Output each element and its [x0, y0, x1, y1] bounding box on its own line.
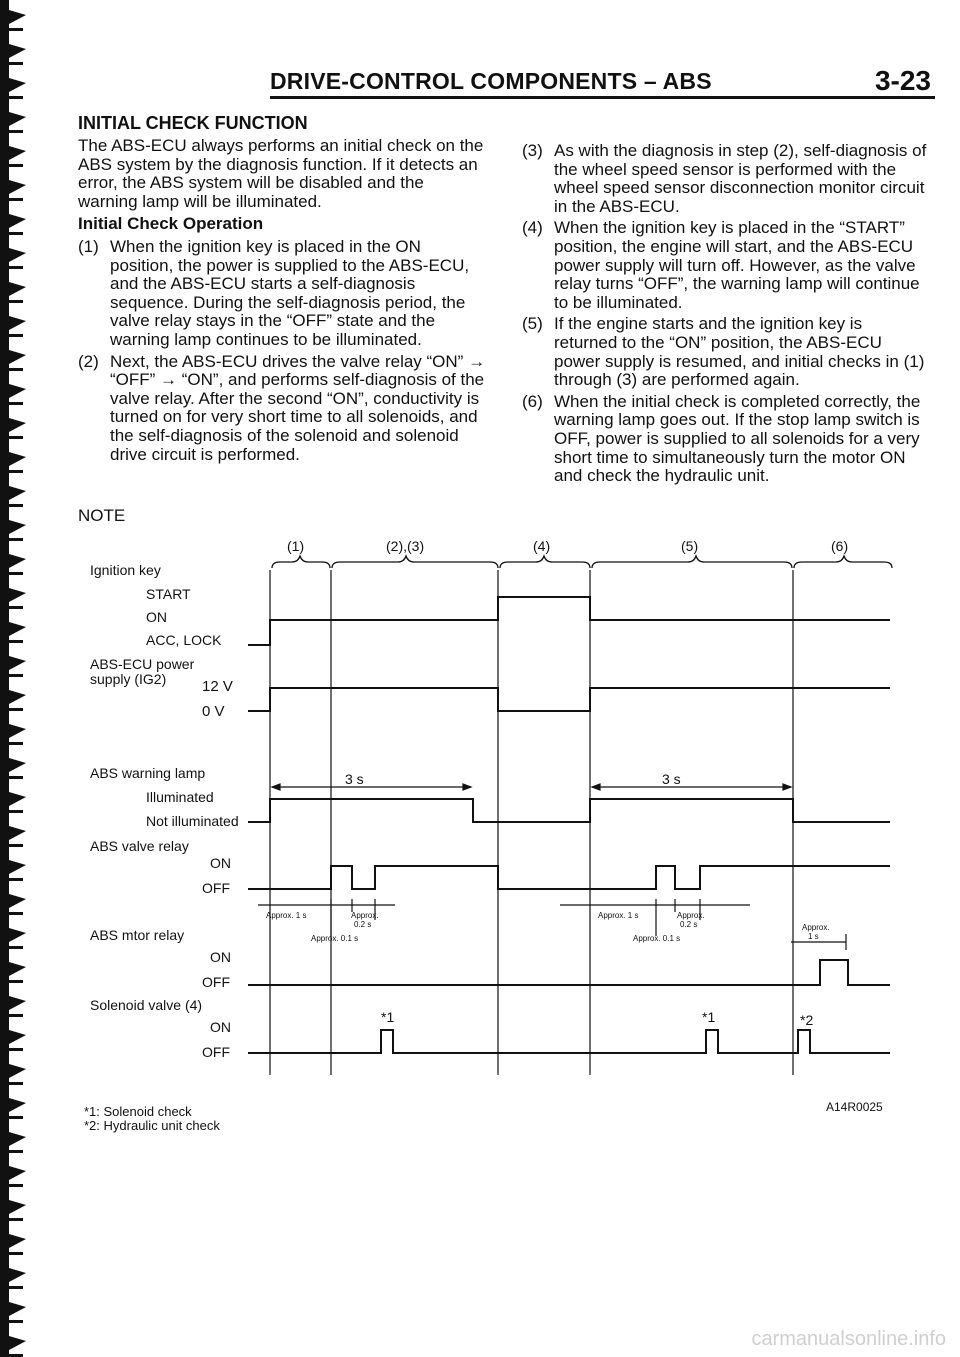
- item-text: Next, the ABS-ECU drives the valve relay “ON” → “OFF” → “ON”, and performs self-diagnosis of the valve relay. After the second “ON”, conductivity is turned on for very short time to all solenoids, and the self-diagnosis of the solenoid and solenoid drive circuit is performed.: [110, 351, 486, 464]
- timing-diagram: [0, 530, 960, 1100]
- item-text: When the initial check is completed correctly, the warning lamp goes out. If the stop lamp switch is OFF, power is supplied to all solenoids for a very short time to simultaneously turn the motor ON and check the hydraulic unit.: [554, 391, 921, 486]
- signal-label: START: [146, 586, 191, 602]
- duration-label: Approx. 1 s: [266, 911, 307, 920]
- left-column: [78, 137, 488, 467]
- item-text: When the ignition key is placed in the “START” position, the engine will start, and the ABS-ECU power supply will turn off. However, as the valve relay turns “OFF”, the warning lamp will continue to be illuminated.: [554, 218, 920, 312]
- signal-label: ON: [210, 949, 231, 965]
- item-text: As with the diagnosis in step (2), self-diagnosis of the wheel speed sensor is performed with the wheel speed sensor disconnection monitor circuit in the ABS-ECU.: [554, 141, 927, 216]
- right-column: [522, 142, 930, 489]
- footnotes: [84, 1105, 220, 1133]
- duration-label: 3 s: [662, 771, 681, 787]
- list-item: [78, 353, 488, 465]
- warning-lamp-waveform: [248, 799, 890, 822]
- duration-label: Approx.: [802, 923, 830, 932]
- signal-label: ON: [210, 1019, 231, 1035]
- item-number: (5): [522, 314, 543, 334]
- header-rule: [270, 96, 935, 99]
- motor-relay-waveform: [248, 960, 890, 985]
- item-number: (1): [78, 236, 99, 256]
- list-item: [78, 238, 488, 350]
- duration-label: Approx. 0.1 s: [633, 934, 681, 943]
- header-title: DRIVE-CONTROL COMPONENTS – ABS: [270, 68, 712, 94]
- step-label: (5): [681, 538, 699, 554]
- marker: *2: [800, 1012, 814, 1028]
- marker: *1: [381, 1009, 395, 1025]
- note-label: NOTE: [78, 506, 126, 525]
- intro-paragraph: The ABS-ECU always performs an initial check on the ABS system by the diagnosis function. If it detects an error, the ABS system will be disabled and the warning lamp will be illuminated.: [78, 136, 484, 211]
- signal-label: ABS valve relay: [90, 838, 189, 854]
- figure-id: A14R0025: [826, 1100, 883, 1114]
- signal-label: Solenoid valve (4): [90, 997, 203, 1013]
- list-item: [522, 393, 930, 486]
- signal-label: supply (IG2): [90, 671, 167, 687]
- watermark: carmanualsonline.info: [751, 1328, 946, 1350]
- signal-label: ON: [146, 609, 167, 625]
- duration-label: Approx.: [677, 911, 705, 920]
- duration-label: 0.2 s: [354, 920, 372, 929]
- signal-label: Illuminated: [146, 789, 214, 805]
- item-text: If the engine starts and the ignition key is returned to the “ON” position, the ABS-ECU power supply is resumed, and initial checks in (1) through (3) are performed again.: [554, 314, 925, 390]
- page-header: [270, 62, 935, 102]
- ecu-power-waveform: [248, 688, 890, 711]
- signal-label: ABS mtor relay: [90, 927, 185, 943]
- signal-label: Ignition key: [90, 562, 161, 578]
- step-label: (1): [287, 538, 305, 554]
- subheading: Initial Check Operation: [78, 214, 264, 234]
- signal-label: OFF: [202, 880, 230, 896]
- step-braces: [272, 556, 892, 568]
- list-item: [522, 315, 930, 389]
- list-item: [522, 142, 930, 216]
- step-label: (6): [831, 538, 849, 554]
- signal-label: ABS warning lamp: [90, 765, 206, 781]
- solenoid-waveform: [248, 1030, 890, 1053]
- section-heading: INITIAL CHECK FUNCTION: [78, 113, 308, 133]
- signal-label: ABS-ECU power: [90, 656, 195, 672]
- signal-label: OFF: [202, 1044, 230, 1060]
- valve-relay-waveform: [248, 866, 890, 889]
- page-number: 3-23: [874, 65, 931, 96]
- item-number: (3): [522, 141, 543, 160]
- duration-label: Approx. 1 s: [598, 911, 639, 920]
- duration-label: Approx.: [351, 911, 379, 920]
- duration-label: 0.2 s: [680, 920, 698, 929]
- item-number: (2): [78, 351, 99, 371]
- ignition-key-waveform: [248, 597, 890, 645]
- step-label: (2),(3): [386, 538, 425, 554]
- item-number: (6): [522, 391, 543, 411]
- duration-label: 1 s: [808, 932, 819, 941]
- signal-label: OFF: [202, 974, 230, 990]
- duration-label: 3 s: [345, 771, 364, 787]
- footnote: *2: Hydraulic unit check: [84, 1118, 220, 1133]
- duration-label: Approx. 0.1 s: [311, 934, 359, 943]
- footnote: *1: Solenoid check: [84, 1104, 192, 1119]
- signal-label: Not illuminated: [146, 813, 239, 829]
- signal-label: ACC, LOCK: [146, 632, 222, 648]
- item-number: (4): [522, 218, 543, 238]
- signal-label: 12 V: [202, 678, 233, 695]
- list-item: [522, 219, 930, 312]
- signal-label: 0 V: [202, 703, 225, 720]
- marker: *1: [702, 1009, 716, 1025]
- step-label: (4): [533, 538, 551, 554]
- signal-label: ON: [210, 855, 231, 871]
- item-text: When the ignition key is placed in the ON position, the power is supplied to the ABS-ECU, and the ABS-ECU starts a self-diagnosis sequence. During the self-diagnosis period, the valve relay stays in the “OFF” state and the warning lamp continues to be illuminated.: [110, 236, 470, 349]
